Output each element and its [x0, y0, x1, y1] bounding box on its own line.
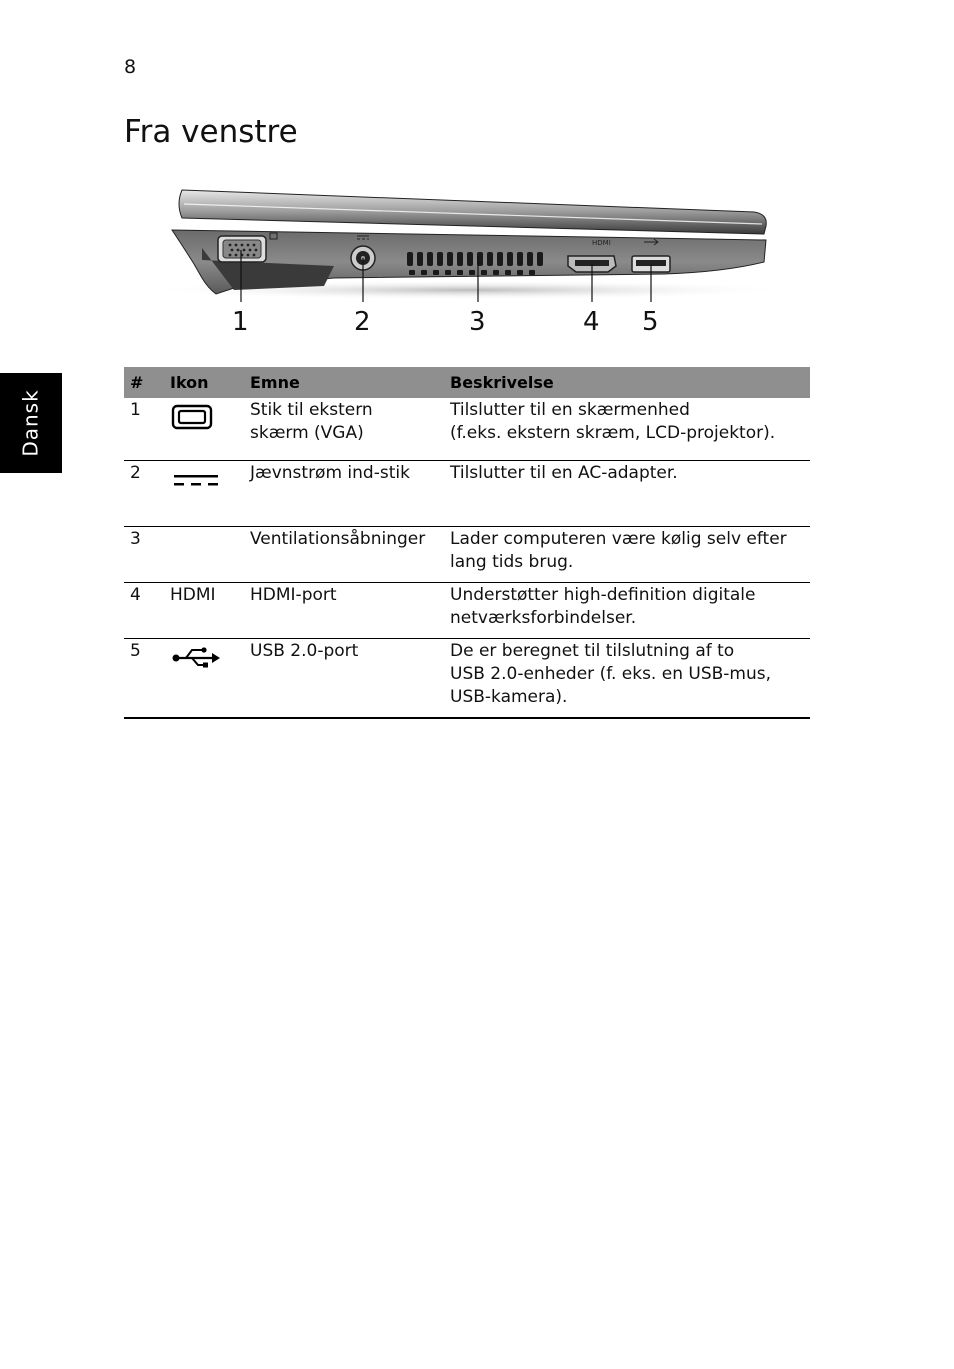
callout-3: 3	[469, 307, 486, 337]
callout-2: 2	[354, 307, 371, 337]
row-icon-cell	[164, 527, 244, 583]
page-number: 8	[124, 56, 137, 78]
callout-5: 5	[642, 307, 659, 337]
language-side-tab	[0, 373, 62, 473]
header-num: #	[124, 367, 164, 398]
dc-in-icon	[170, 464, 220, 494]
table-row	[124, 398, 810, 461]
hdmi-port-label: HDMI	[592, 239, 611, 247]
table-row	[124, 639, 810, 719]
row-item: Jævnstrøm ind-stik	[244, 461, 444, 527]
row-number: 2	[124, 461, 164, 527]
row-description: De er beregnet til tilslutning af to USB 2.0-enheder (f. eks. en USB-mus, USB-kamera).	[444, 639, 810, 719]
callout-1: 1	[232, 307, 249, 337]
usb-icon	[170, 642, 222, 672]
row-item: Ventilationsåbninger	[244, 527, 444, 583]
callout-4: 4	[583, 307, 600, 337]
row-item: USB 2.0-port	[244, 639, 444, 719]
row-description: Lader computeren være kølig selv efter lang tids brug.	[444, 527, 810, 583]
row-description: Understøtter high-definition digitale netværksforbindelser.	[444, 583, 810, 639]
table-row	[124, 583, 810, 639]
laptop-left-side-illustration	[124, 178, 810, 343]
table-header-row	[124, 367, 810, 398]
row-description: Tilslutter til en AC-adapter.	[444, 461, 810, 527]
header-description: Beskrivelse	[444, 367, 810, 398]
table-row	[124, 461, 810, 527]
row-number: 1	[124, 398, 164, 461]
language-side-tab-label: Dansk	[19, 389, 43, 457]
ports-table	[124, 367, 810, 719]
row-number: 4	[124, 583, 164, 639]
row-number: 3	[124, 527, 164, 583]
header-item: Emne	[244, 367, 444, 398]
row-description: Tilslutter til en skærmenhed (f.eks. ekstern skræm, LCD-projektor).	[444, 398, 810, 461]
header-icon: Ikon	[164, 367, 244, 398]
row-icon-cell	[164, 398, 244, 461]
row-icon-cell	[164, 639, 244, 719]
callout-numbers	[232, 307, 659, 337]
row-icon-text: HDMI	[164, 583, 244, 639]
table-row	[124, 527, 810, 583]
page-title: Fra venstre	[124, 114, 298, 150]
row-item: HDMI-port	[244, 583, 444, 639]
vga-port-icon	[170, 401, 214, 431]
laptop-lid	[179, 190, 766, 234]
row-number: 5	[124, 639, 164, 719]
row-item: Stik til ekstern skærm (VGA)	[244, 398, 444, 461]
row-icon-cell	[164, 461, 244, 527]
